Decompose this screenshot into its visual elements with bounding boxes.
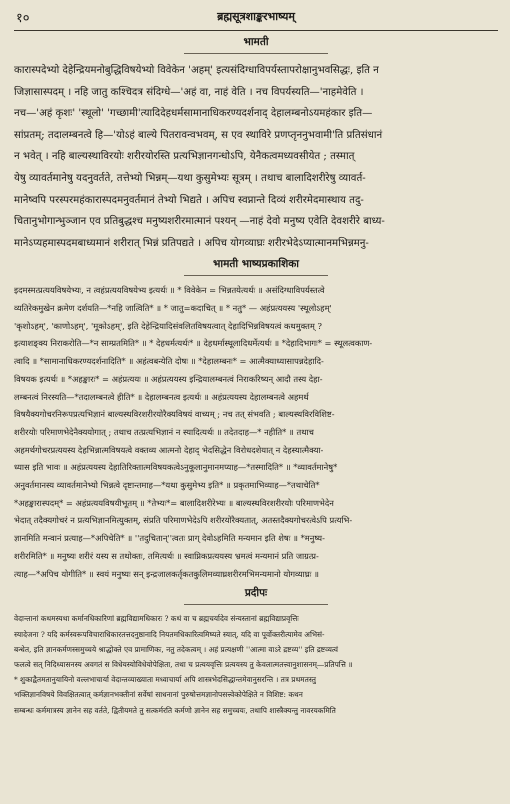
text-line: कारास्पदेभ्यो देहेन्द्रियमनोबुद्धिविषयेभ्यो विवेकेन 'अहम्' इत्यसंदिग्धाविपर्यस्तापरोक्षानुभवसिद्धः, इति न — [14, 65, 379, 76]
section-title-prakashika: भामती भाष्यप्रकाशिका — [212, 258, 300, 271]
page-number: १० — [16, 11, 30, 26]
text-line: अनुवर्तमानस्य व्यावर्तमानेभ्यो भिन्नत्वे दृष्टान्तमाह—*यथा कुसुमेभ्य इति* ॥ प्रकृतमाभिव्याह—*तथाचेति* — [14, 480, 320, 491]
text-line: बन्धेत, इति ज्ञानकर्मणस्समुच्चये श्राद्धोक्ते एव प्रामाणिकः, नतु तदेकत्वम् । अहं प्रत्यक्षणी ''आत्मा वाऽरे द्रष्टव्य'' इति द्रष्टव्यत्वं — [14, 644, 338, 654]
text-line: सांप्रतम्; तदालम्बनत्वे हि—'योऽहं बाल्ये पितरावन्वभवम्, स एव स्थाविरे प्रणप्तृननुभवामी'ति प्रतिसंधानं — [14, 129, 383, 141]
running-header — [14, 6, 498, 28]
text-line: ध्यास इति भावः ॥ अहंप्रत्ययस्य देहातिरिक्तात्मविषयकत्वेऽनुकूलानुमानमप्याह—*तस्मादिति* ॥ *व्यावर्तमानेषु* — [14, 462, 338, 473]
text-line: अहमर्थगोचरप्रत्ययस्य देहभिन्नात्मविषयत्वे वक्तव्य आत्मनो देहाद् भेदसिद्धेन विरोधदशेयात् न देहस्यात्मैक्या- — [14, 444, 324, 455]
section-divider — [184, 604, 328, 605]
text-line: जिज्ञासास्पदम् । नहि जातु कश्चिदत्र संदिग्धे—'अहं वा, नाहं वेति । नच विपर्यस्यति—'नाहमेवेति । — [14, 86, 364, 98]
running-title: ब्रह्मसूत्रशाङ्करभाष्यम् — [217, 10, 295, 23]
section-divider — [184, 53, 328, 54]
text-line: लम्बनत्वं निरस्यति—*तदालम्बनत्वे हीति* ॥ देहालम्बनत्व इत्यर्थः ॥ अहंप्रत्ययस्य देहालम्बनत्वे अहमर्थ — [14, 391, 309, 402]
text-line: येषु व्यावर्तमानेषु यदनुवर्तते, तत्तेभ्यो भिन्नम्—यथा कुसुमेभ्यः सूत्रम् । तथाच बालादिशरीरेषु व्यावर्त- — [14, 172, 366, 184]
text-line: वेदान्तानां कथमस्यथा कर्मानधिकारिणां ब्रह्मविद्यामधिकारः ? कथं वा च ब्रह्मचर्यादेव संन्यस्तानां ब्रह्मविद्याप्रवृत्तिः — [14, 614, 299, 624]
text-line: शरीरमिति* ॥ मनुष्यः शरीरं यस्य स तथोक्तः, तमित्यर्थः ॥ स्वाप्निकप्रत्ययस्य भ्रमत्वं मन्यमानं प्रति जाग्रत्प्र- — [14, 550, 319, 561]
section-title-bhamati: भामती — [243, 36, 269, 48]
pradipa-text — [14, 611, 498, 717]
text-line: शरीरयोः परिमाणभेदेनैक्ययोगात् ; तथाच तत्प्रत्यभिज्ञानं न स्यादित्यर्थः ॥ तदेतदाह—* नहीति* ॥ तथाच — [14, 426, 314, 437]
text-line: * शुकाद्वैतमतानुयायिनो वल्लभाचार्या वेदान्तव्याख्याता मध्वाचार्या अपि शास्त्रभेदसिद्धान्तमेवानुसरन्ति । तत्र प्रथमतस्तु — [14, 675, 316, 685]
text-line: विषयक इत्यर्थः ॥ *अहङ्कारः* = अहंप्रत्ययः ॥ अहंप्रत्ययस्य इन्द्रियालम्बनत्वं निराकरिष्यन् आदौ तस्य देहा- — [14, 373, 323, 384]
bhamati-text — [14, 60, 498, 254]
text-line: चितानुभोगान्भुञ्जान एव प्रतिबुद्धश्च मनुष्यशरीरमात्मानं पश्यन् —नाहं देवो मनुष्य एवेति देवशरीरे बाध्य- — [14, 216, 385, 228]
text-line: विषयैक्यगोचरनिरूपप्रत्यभिज्ञानं बाल्यस्थविरशरीरयोरैक्यविषयं वाच्यम् ; नच तत् संभवति ; बाल्यस्थविरविशिष्ट- — [14, 409, 335, 420]
text-line: *अहङ्कारास्पदम्* = अहंप्रत्ययविषयीभूतम् ॥ *तेभ्यः*= बालादिशरीरेभ्यः ॥ बाल्यस्थविरशरीरयोः परिमाणभेदेन — [14, 497, 334, 508]
text-line: सम्बन्धः कर्ममात्रस्य ज्ञानेन सह वर्तते, द्वितीयमते तु सत्कर्मरति कर्मणो ज्ञानेन सह समुच्चयः, तथापि शास्त्रैक्यन्तु नावरयकमिति — [14, 705, 336, 715]
text-line: मानेष्वपि परस्परमहंकारास्पदमनुवर्तमानं तेभ्यो भिद्यते । अपिच स्वप्नान्ते दिव्यं शरीरमेदमास्थाय तदु- — [14, 194, 364, 206]
text-line: भक्तिज्ञानविषये विवक्षितत्वात् कर्मज्ञानभक्तीनां सर्वेषां साधनानां पुरुषोत्तमज्ञानोपसत्त्वेकोपेक्षिते न विशिष्ट: कथन — [14, 690, 303, 700]
section-divider — [184, 275, 328, 276]
text-line: फलत्वे सत् निदिध्यासनस्य अवगतं स विधेयस्योविधेयोपेक्षिता, तथा च प्रत्ययवृत्तिः प्रत्ययस्य तु केवलात्मतत्त्वानुशासनम्—प्रतिपत्ति ॥ — [14, 659, 353, 669]
text-line: इत्याशङ्क्य निराकरोति—*न साम्प्रतमिति* ॥ * देहधर्मत्यर्थः* ॥ देहधर्मास्थूलादिधर्मेत्यर्थः ॥ *देहादिभागः* = स्थूलत्वकाण- — [14, 338, 373, 349]
text-line: मानेऽप्यहमास्पदमबाध्यमानं शरीरात् भिन्नं प्रतिपद्यते । अपिच योगव्याघ्रः शरीरभेदेऽप्यात्मानमभिन्नमनु- — [14, 237, 369, 249]
text-line: त्वादि ॥ *सामानाधिकरण्यदर्शनादिति* ॥ अहंत्वबन्येति दोषः ॥ *देहालम्बनः* = आत्मैक्याध्यासापन्नदेहादि- — [14, 356, 324, 367]
text-line: भेदात् तदैक्यगोचरं न प्रत्यभिज्ञानमित्युक्तम्, संप्रति परिमाणभेदेऽपि शरीरयोरैक्यतात्, अतस्तदैक्यगोचरत्वेऽपि प्रत्यभि- — [14, 515, 353, 526]
text-line: न भवेत् । नहि बाल्यस्थाविरयोः शरीरयोरस्ति प्रत्यभिज्ञानगन्धोऽपि, येनैकत्वमध्यवसीयेत ; तस्मात् — [14, 151, 355, 163]
text-line: 'कृशोऽहम्', 'काणोऽहम्', 'मूकोऽहम्', इति देहेन्द्रियादिसंवलितविषयत्वात् देहादिभिन्नविषयत्वं कथमुक्तम् ? — [14, 320, 322, 331]
section-title-pradipa: प्रदीपः — [244, 587, 268, 600]
text-line: इदमस्मत्प्रत्ययविषयेभ्यः, न त्वहंप्रत्ययविषयेभ्य इत्यर्थः ॥ * विवेकेन = भिन्नतयेत्यर्थः ॥ असंदिग्धाविपर्यस्तत्वे — [14, 285, 325, 296]
prakashika-text — [14, 282, 498, 583]
text-line: व्यतिरेकमुखेन क्रमेण दर्शयति—*नहि जात्विति* ॥ * जातु=कदाचित् ॥ * नतु* — अहंप्रत्ययस्य 'स्थूलोऽहम्' — [14, 303, 332, 314]
header-rule — [14, 30, 498, 31]
text-line: स्यादेजना ? यदि कर्मस्वरूपविचाराधिकारतत्तदनुष्ठानादि नियतमधिकारित्वमिष्यते स्यात्, यदि वा पूर्वोक्तरीत्यामेव अभिसं- — [14, 629, 325, 639]
text-line: नच—'अहं कृशः' 'स्थूलो' 'गच्छामी'त्यादिदेहधर्मसामानाधिकरण्यदर्शनाद् देहालम्बनोऽयमहंकार इति— — [14, 108, 373, 120]
text-line: त्याह—*अपिच योगीति* ॥ स्वयं मनुष्यः सन् इन्द्रजालकर्तृकतकुलिमव्याघ्रशरीरमभिमन्यमानो योगव्याघ्रः ॥ — [14, 568, 320, 579]
text-line: ज्ञानमिति मन्वानं प्रत्याह—*अपिचेति* ॥ ''तदुचितान्''त्वतः प्राग् देवोऽहमिति मन्यमान इति शेषः ॥ *मनुष्य- — [14, 533, 325, 544]
